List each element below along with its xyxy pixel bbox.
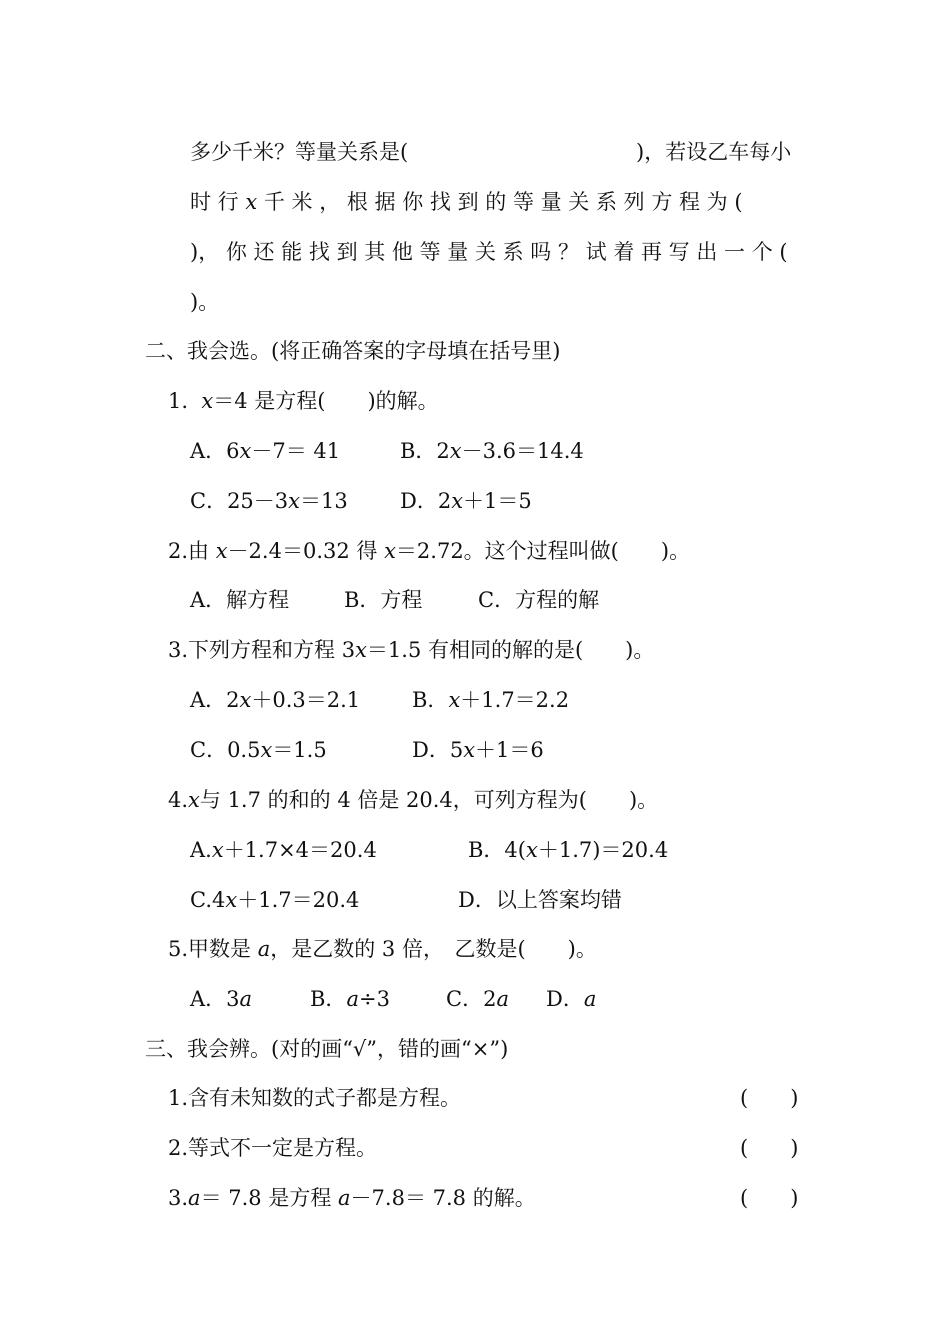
q3-option-b bbox=[412, 686, 569, 714]
opt-post: ÷3 bbox=[358, 987, 390, 1011]
opt-post: －7＝ 41 bbox=[251, 439, 341, 463]
var-a: a bbox=[188, 1186, 201, 1210]
q1-text: ＝4 是方程( )的解。 bbox=[213, 389, 439, 413]
q4-stem bbox=[168, 786, 658, 814]
opt-pre: B．4( bbox=[468, 838, 526, 862]
opt-post: ＋1＝6 bbox=[475, 738, 544, 762]
var-x: x bbox=[201, 389, 214, 413]
var-x: x bbox=[245, 190, 258, 214]
q2-post: ＝2.72。这个过程叫做( )。 bbox=[395, 539, 691, 563]
var-x: x bbox=[384, 539, 396, 563]
section2-title: 二、我会选。(将正确答案的字母填在括号里) bbox=[145, 339, 561, 363]
var-x: x bbox=[188, 788, 200, 812]
opt-post: ＋1.7＝2.2 bbox=[460, 688, 570, 712]
q5-post: ，是乙数的 3 倍， 乙数是( )。 bbox=[270, 937, 597, 961]
q2-option-b: B．方程 bbox=[344, 588, 423, 612]
intro-line-2b: 千 米 ， 根 据 你 找 到 的 等 量 关 系 列 方 程 为 ( bbox=[257, 190, 743, 214]
var-x: x bbox=[215, 539, 228, 563]
opt-pre: C．2 bbox=[446, 987, 497, 1011]
opt-pre: B． bbox=[412, 688, 449, 712]
q3-option-a bbox=[190, 686, 360, 714]
var-x: x bbox=[260, 738, 273, 762]
var-x: x bbox=[225, 888, 238, 912]
opt-pre: A．3 bbox=[190, 987, 240, 1011]
judge-item-3-blank[interactable]: ( ) bbox=[740, 1186, 799, 1210]
judge-3-post: －7.8＝ 7.8 的解。 bbox=[350, 1186, 536, 1210]
intro-line-1b: )，若设乙车每小 bbox=[636, 140, 792, 164]
q5-option-d bbox=[546, 985, 596, 1013]
opt-pre: B．2 bbox=[400, 439, 450, 463]
var-a: a bbox=[346, 987, 359, 1011]
var-a: a bbox=[257, 937, 271, 961]
opt-post: ＋1.7＝20.4 bbox=[237, 888, 360, 912]
var-x: x bbox=[449, 439, 462, 463]
opt-post: ＝1.5 bbox=[272, 738, 327, 762]
q3-pre: 3.下列方程和方程 3 bbox=[168, 638, 356, 662]
q4-post: 与 1.7 的和的 4 倍是 20.4，可列方程为( )。 bbox=[199, 788, 659, 812]
judge-3-mid: ＝ 7.8 是方程 bbox=[200, 1186, 339, 1210]
opt-post: －3.6＝14.4 bbox=[461, 439, 584, 463]
opt-pre: C．25－3 bbox=[190, 489, 289, 513]
q1-stem bbox=[168, 387, 439, 415]
opt-pre: D． bbox=[546, 987, 584, 1011]
q3-stem bbox=[168, 636, 654, 664]
intro-line-2a: 时 行 bbox=[190, 190, 246, 214]
opt-pre: B． bbox=[310, 987, 347, 1011]
opt-post: ＝13 bbox=[300, 489, 348, 513]
q2-option-c: C．方程的解 bbox=[478, 588, 600, 612]
q5-option-a bbox=[190, 985, 252, 1013]
section3-title: 三、我会辨。(对的画“√”，错的画“×”) bbox=[145, 1037, 509, 1061]
q4-option-d: D．以上答案均错 bbox=[458, 888, 622, 912]
var-x: x bbox=[239, 688, 252, 712]
opt-pre: D．5 bbox=[412, 738, 464, 762]
judge-item-1-text: 1.含有未知数的式子都是方程。 bbox=[168, 1086, 462, 1110]
var-a: a bbox=[239, 987, 253, 1011]
q1-option-d bbox=[400, 487, 532, 515]
var-x: x bbox=[211, 838, 224, 862]
opt-pre: C.4 bbox=[190, 888, 226, 912]
var-a: a bbox=[338, 1186, 351, 1210]
q2-pre: 2.由 bbox=[168, 539, 216, 563]
q1-option-c bbox=[190, 487, 348, 515]
var-a: a bbox=[496, 987, 509, 1011]
q5-stem bbox=[168, 935, 597, 963]
judge-item-1-blank[interactable]: ( ) bbox=[740, 1086, 799, 1110]
judge-item-2-blank[interactable]: ( ) bbox=[740, 1136, 799, 1160]
opt-post: ＋0.3＝2.1 bbox=[251, 688, 361, 712]
opt-pre: A．6 bbox=[190, 439, 240, 463]
var-x: x bbox=[451, 489, 464, 513]
q2-stem bbox=[168, 537, 690, 565]
q3-option-d bbox=[412, 736, 544, 764]
q2-option-a: A．解方程 bbox=[190, 588, 290, 612]
q4-option-b bbox=[468, 836, 668, 864]
opt-post: ＋1＝5 bbox=[463, 489, 532, 513]
opt-post: ＋1.7×4＝20.4 bbox=[223, 838, 377, 862]
var-x: x bbox=[355, 638, 367, 662]
q4-option-c bbox=[190, 886, 359, 914]
q5-option-b bbox=[310, 985, 390, 1013]
q4-pre: 4. bbox=[168, 788, 189, 812]
intro-line-3: )， 你 还 能 找 到 其 他 等 量 关 系 吗 ？ 试 着 再 写 出 一 个 ( bbox=[190, 240, 788, 264]
intro-line-1a: 多少千米？等量关系是( bbox=[190, 140, 409, 164]
q1-option-b bbox=[400, 437, 584, 465]
q1-option-a bbox=[190, 437, 340, 465]
opt-pre: D．2 bbox=[400, 489, 452, 513]
judge-item-3-text bbox=[168, 1184, 536, 1212]
var-x: x bbox=[288, 489, 300, 513]
var-x: x bbox=[463, 738, 476, 762]
var-x: x bbox=[239, 439, 252, 463]
judge-3-pre: 3. bbox=[168, 1186, 189, 1210]
opt-pre: A. bbox=[190, 838, 212, 862]
var-a: a bbox=[583, 987, 597, 1011]
q5-pre: 5.甲数是 bbox=[168, 937, 258, 961]
opt-post: ＋1.7)＝20.4 bbox=[537, 838, 669, 862]
opt-pre: A．2 bbox=[190, 688, 240, 712]
q2-mid: －2.4＝0.32 得 bbox=[227, 539, 385, 563]
q5-option-c bbox=[446, 985, 509, 1013]
opt-pre: C．0.5 bbox=[190, 738, 261, 762]
q4-option-a bbox=[190, 836, 377, 864]
intro-line-2 bbox=[190, 188, 743, 216]
intro-line-4: )。 bbox=[190, 290, 220, 314]
q3-post: ＝1.5 有相同的解的是( )。 bbox=[366, 638, 655, 662]
judge-item-2-text: 2.等式不一定是方程。 bbox=[168, 1136, 378, 1160]
q3-option-c bbox=[190, 736, 327, 764]
q1-number: 1. bbox=[168, 389, 189, 413]
var-x: x bbox=[448, 688, 461, 712]
var-x: x bbox=[526, 838, 538, 862]
